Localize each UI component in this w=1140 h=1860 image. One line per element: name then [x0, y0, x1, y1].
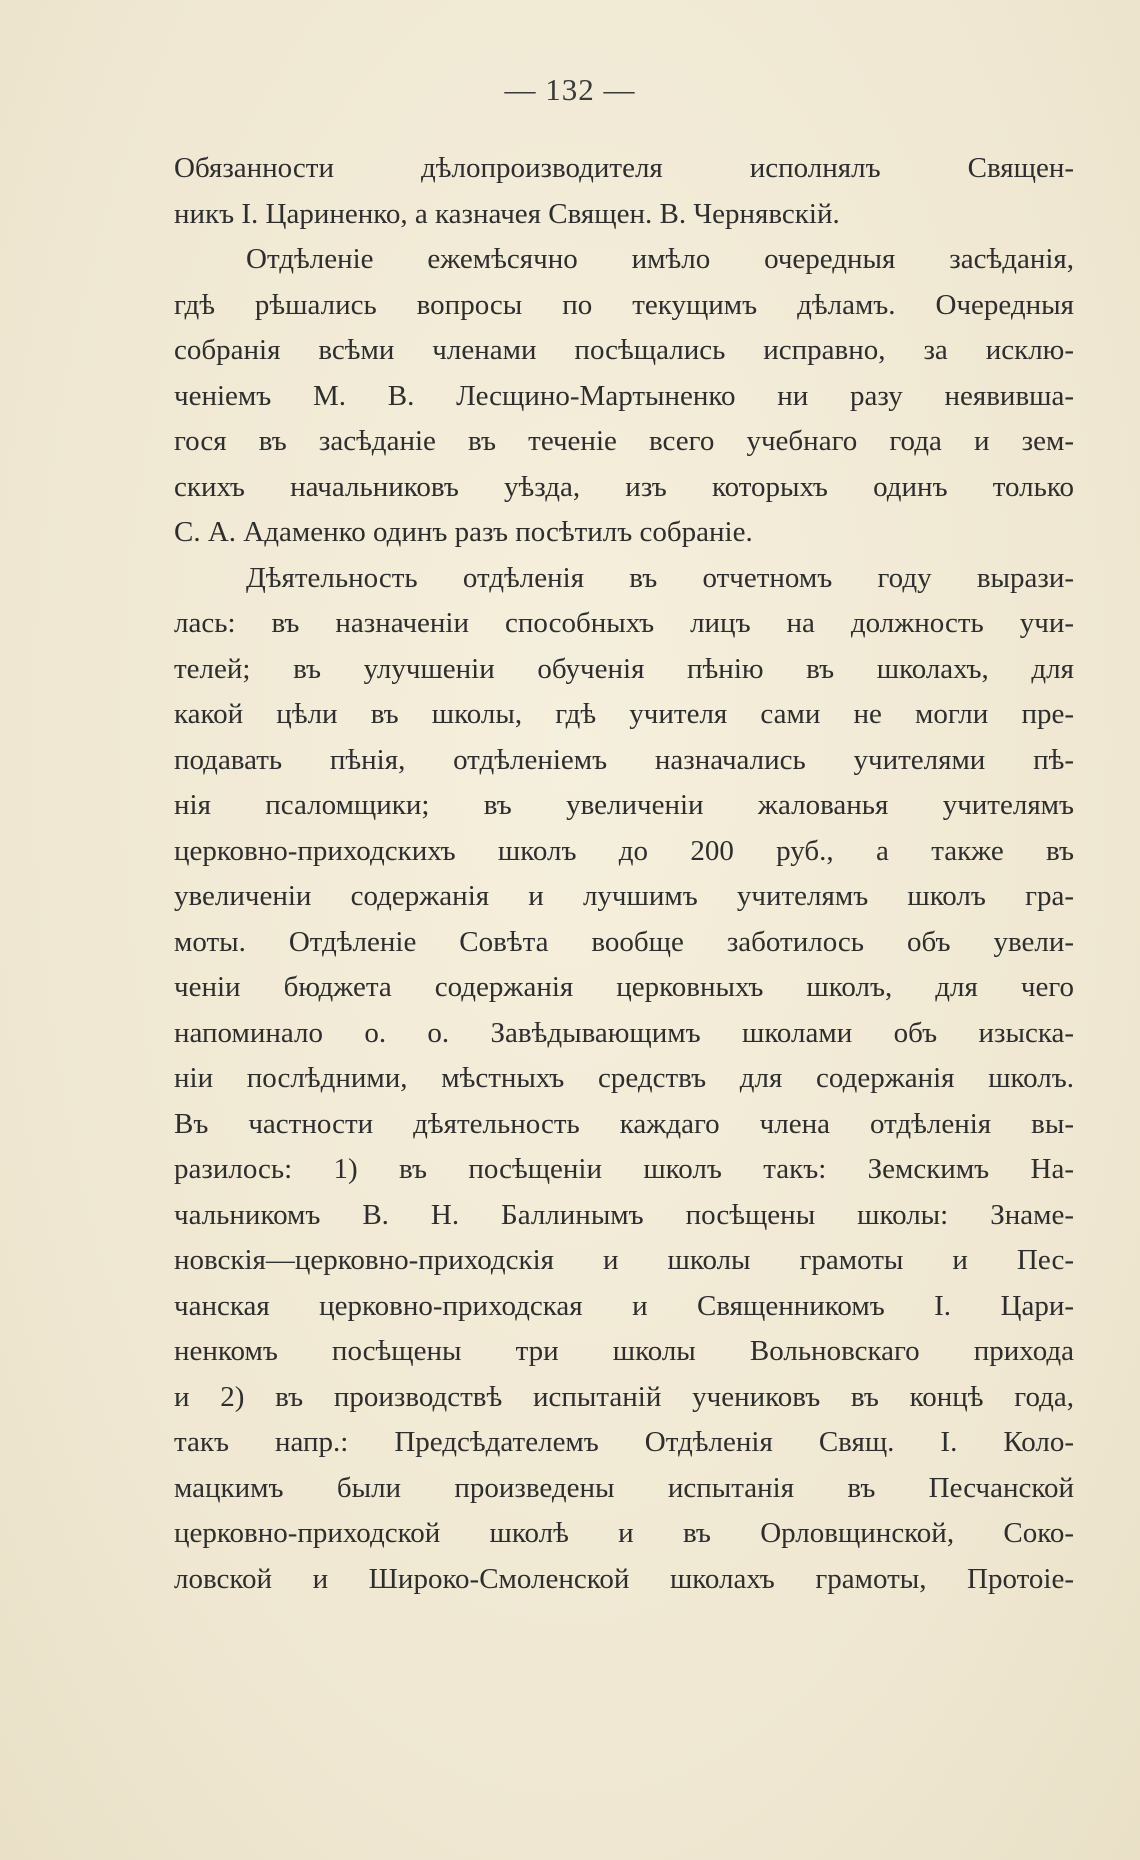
text-line: Обязанности дѣлопроизводителя исполнялъ Священ- [174, 152, 1074, 184]
text-line: увеличеніи содержанія и лучшимъ учителямъ школъ гра- [174, 880, 1074, 912]
text-line: ловской и Широко-Смоленской школахъ грамоты, Протоіе- [174, 1562, 1074, 1595]
text-line: ченіи бюджета содержанія церковныхъ школъ, для чего [174, 971, 1074, 1003]
text-line: подавать пѣнія, отдѣленіемъ назначались учителями пѣ- [174, 743, 1074, 776]
text-line: ченіемъ М. В. Лесщино-Мартыненко ни разу неявивша- [174, 379, 1074, 412]
text-line: церковно-приходскихъ школъ до 200 руб., а также въ [174, 834, 1074, 867]
body-text [174, 146, 1074, 1602]
text-line: никъ I. Цариненко, а казначея Священ. В. Чернявскій. [174, 197, 840, 230]
text-line: лась: въ назначеніи способныхъ лицъ на должность учи- [174, 607, 1074, 639]
text-line: и 2) въ производствѣ испытаній учениковъ въ концѣ года, [174, 1380, 1074, 1413]
text-line: нія псаломщики; въ увеличеніи жалованья учителямъ [174, 789, 1074, 821]
text-line: какой цѣли въ школы, гдѣ учителя сами не могли пре- [174, 698, 1074, 730]
text-line: напоминало о. о. Завѣдывающимъ школами объ изыска- [174, 1016, 1074, 1049]
text-line: чанская церковно-приходская и Священникомъ I. Цари- [174, 1289, 1074, 1322]
text-line: такъ напр.: Предсѣдателемъ Отдѣленія Свящ. I. Коло- [174, 1426, 1074, 1458]
text-line: ніи послѣдними, мѣстныхъ средствъ для содержанія школъ. [174, 1062, 1074, 1094]
text-line: моты. Отдѣленіе Совѣта вообще заботилось объ увели- [174, 925, 1074, 958]
text-line: чальникомъ В. Н. Баллинымъ посѣщены школы: Знаме- [174, 1198, 1074, 1231]
text-line: Отдѣленіе ежемѣсячно имѣло очередныя засѣданія, [246, 243, 1074, 275]
text-line: гося въ засѣданіе въ теченіе всего учебнаго года и зем- [174, 425, 1074, 457]
text-line: телей; въ улучшеніи обученія пѣнію въ школахъ, для [174, 652, 1074, 685]
page-number: — 132 — [504, 72, 636, 107]
text-line: Въ частности дѣятельность каждаго члена отдѣленія вы- [174, 1107, 1074, 1140]
text-line: новскія—церковно-приходскія и школы грамоты и Пес- [174, 1244, 1074, 1276]
text-line: С. А. Адаменко одинъ разъ посѣтилъ собраніе. [174, 516, 753, 548]
text-line: ненкомъ посѣщены три школы Вольновскаго прихода [174, 1335, 1074, 1367]
text-line: мацкимъ были произведены испытанія въ Песчанской [174, 1471, 1074, 1504]
text-line: разилось: 1) въ посѣщеніи школъ такъ: Земскимъ На- [174, 1153, 1074, 1185]
text-line: Дѣятельность отдѣленія въ отчетномъ году вырази- [246, 561, 1074, 594]
text-line: скихъ начальниковъ уѣзда, изъ которыхъ одинъ только [174, 470, 1074, 503]
text-line: собранія всѣми членами посѣщались исправно, за исклю- [174, 334, 1074, 366]
text-line: церковно-приходской школѣ и въ Орловщинской, Соко- [174, 1517, 1074, 1549]
text-line: гдѣ рѣшались вопросы по текущимъ дѣламъ. Очередныя [174, 288, 1074, 321]
